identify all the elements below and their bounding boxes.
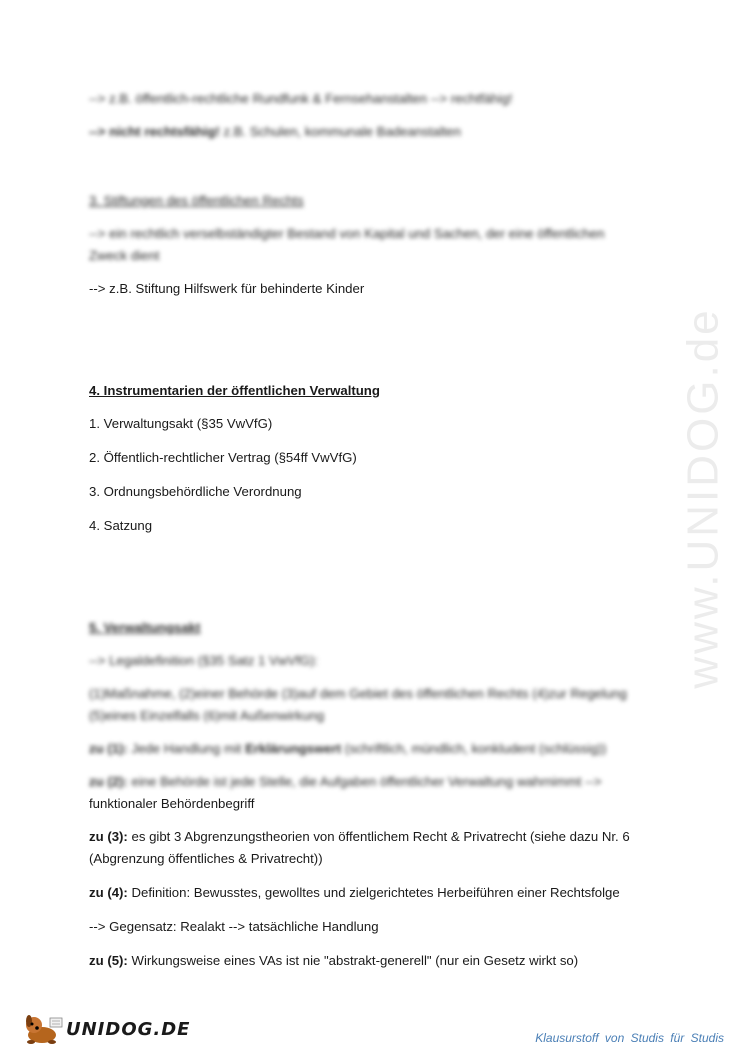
text-line: --> ein rechtlich verselbständigter Bestand von Kapital und Sachen, der eine öffentlichen — [89, 226, 605, 241]
text-line: Zweck dient — [89, 248, 160, 263]
logo-wordmark: UNIDOG.DE — [66, 1019, 191, 1040]
text-line: --> nicht rechtsfähig! z.B. Schulen, kommunale Badeanstalten — [89, 124, 461, 139]
section-heading: 5. Verwaltungsakt — [89, 620, 201, 635]
watermark-text: www.UNIDOG.de — [679, 307, 729, 689]
dog-icon — [22, 1010, 66, 1046]
text-line: zu (4): Definition: Bewusstes, gewolltes und zielgerichtetes Herbeiführen einer Rechtsfolge — [89, 885, 620, 900]
text-line: --> z.B. öffentlich-rechtliche Rundfunk & Fernsehanstalten --> rechtfähig! — [89, 91, 513, 106]
text-line: funktionaler Behördenbegriff — [89, 796, 255, 811]
list-item: 1. Verwaltungsakt (§35 VwVfG) — [89, 416, 273, 431]
list-item: 4. Satzung — [89, 518, 153, 533]
list-item: 2. Öffentlich-rechtlicher Vertrag (§54ff VwVfG) — [89, 450, 357, 465]
text-line: zu (2): eine Behörde ist jede Stelle, die Aufgaben öffentlicher Verwaltung wahrnimmt --> — [89, 774, 602, 789]
text-line: zu (1): Jede Handlung mit Erklärungswert (schriftlich, mündlich, konkludent (schlüssig)) — [89, 741, 607, 756]
text-line: zu (5): Wirkungsweise eines VAs ist nie "abstrakt-generell" (nur ein Gesetz wirkt so) — [89, 953, 579, 968]
text-line: (1)Maßnahme, (2)einer Behörde (3)auf dem Gebiet des öffentlichen Rechts (4)zur Regelung — [89, 686, 627, 701]
text-line: zu (3): es gibt 3 Abgrenzungstheorien von öffentlichem Recht & Privatrecht (siehe dazu Nr. 6 — [89, 829, 630, 844]
text-line: --> Legaldefinition (§35 Satz 1 VwVfG): — [89, 653, 319, 668]
section-heading: 4. Instrumentarien der öffentlichen Verwaltung — [89, 383, 380, 398]
text-line: --> z.B. Stiftung Hilfswerk für behinderte Kinder — [89, 281, 365, 296]
unidog-logo — [22, 1010, 191, 1046]
text-line: --> Gegensatz: Realakt --> tatsächliche Handlung — [89, 919, 379, 934]
text-line: (Abgrenzung öffentliches & Privatrecht)) — [89, 851, 323, 866]
list-item: 3. Ordnungsbehördliche Verordnung — [89, 484, 302, 499]
footer-tagline: Klausurstoff von Studis für Studis — [535, 1031, 724, 1045]
text-line: (5)eines Einzelfalls (6)mit Außenwirkung — [89, 708, 325, 723]
section-heading: 3. Stiftungen des öffentlichen Rechts — [89, 193, 304, 208]
